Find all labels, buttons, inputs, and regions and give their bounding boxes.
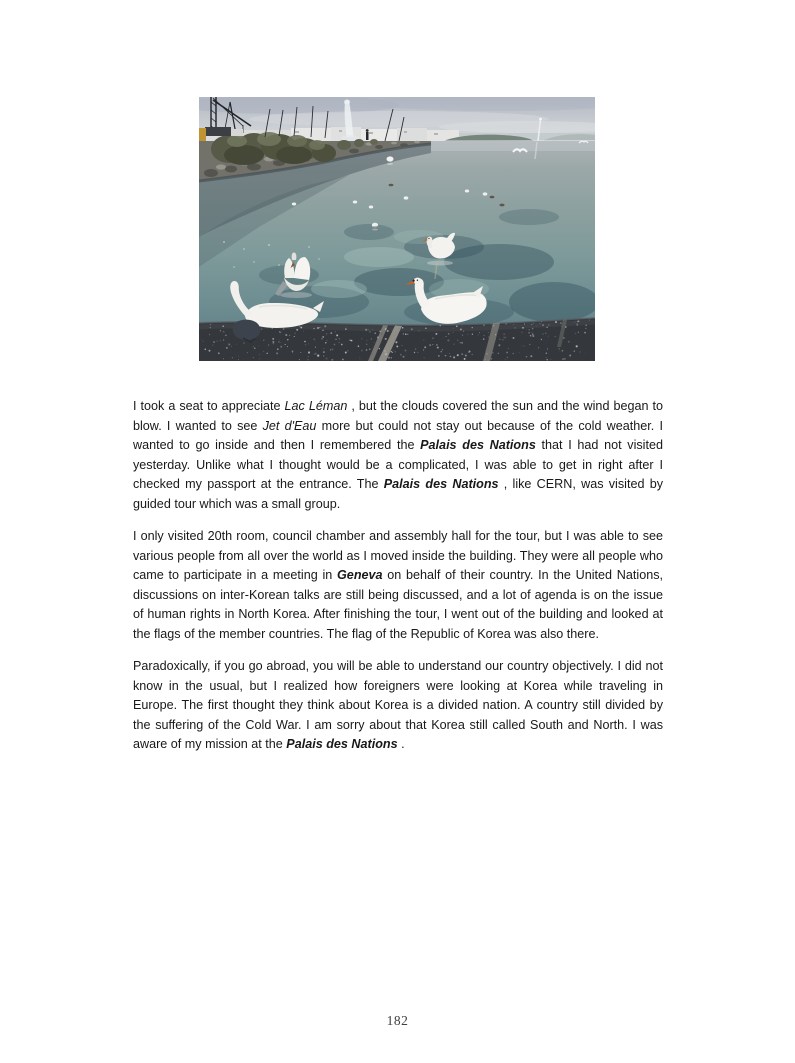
- body-text: [133, 397, 663, 767]
- paragraph: I took a seat to appreciate Lac Léman , but the clouds covered the sun and the wind began to blow. I wanted to see Jet d'Eau more but could not stay out because of the cold weather. I wanted to go inside and then I remembered the Palais des Nations that I had not visited yesterday. Unlike what I thought would be a complicated, I was able to get in right after I checked my passport at the entrance. The Palais des Nations , like CERN, was visited by guided tour which was a small group.: [133, 399, 663, 511]
- page-number: 182: [386, 1013, 409, 1028]
- lake-photo-illustration: [199, 97, 595, 361]
- person-on-jetty: [366, 129, 369, 140]
- paragraph: Paradoxically, if you go abroad, you will be able to understand our country objectively. I did not know in the usual, but I realized how foreigners were looking at Korea while traveling in Europe. The first thought they think about Korea is a divided nation. A country still divided by the suffering of the Cold War. I am sorry about that Korea still called South and North. I was aware of my mission at the Palais des Nations .: [133, 658, 663, 752]
- paragraph: I only visited 20th room, council chamber and assembly hall for the tour, but I was able to see various people from all over the world as I moved inside the building. They were all people who came to participate in a meeting in Geneva on behalf of their country. In the United Nations, discussions on inter-Korean talks are still being discussed, and a lot of agenda is on the issue of human rights in North Korea. After finishing the tour, I went out of the building and looked at the flags of the member countries. The flag of the Republic of Korea was also there.: [133, 528, 664, 641]
- lake-photo: [199, 97, 595, 361]
